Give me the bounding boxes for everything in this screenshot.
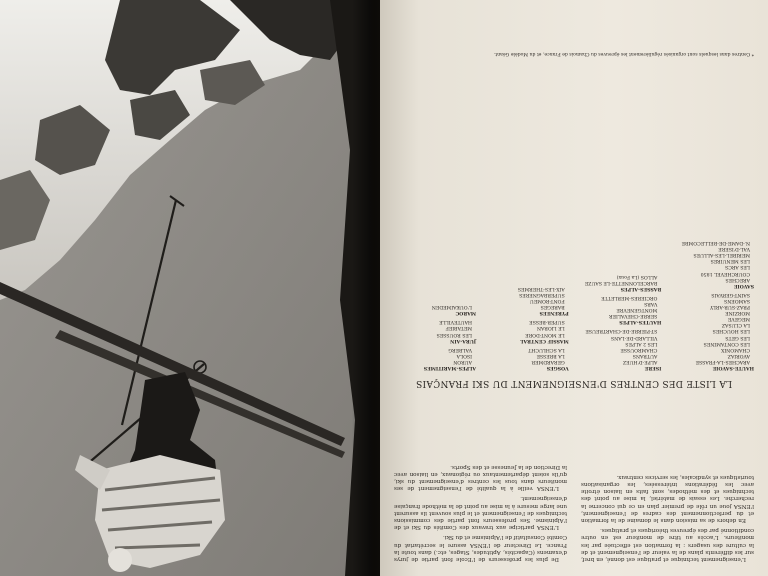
station-name: SERRE-CHEVALIER: [609, 313, 658, 319]
station-name: PRAZ-SUR-ARLY: [709, 304, 750, 310]
station-name: ISOLA: [456, 352, 473, 358]
list-title: LA LISTE DES CENTRES D'ENSEIGNEMENT DU SKI FRANÇAIS: [415, 378, 733, 388]
list-column: [670, 180, 754, 370]
station-name: VILLARD-DE-LANS: [610, 334, 658, 340]
list-column: [392, 180, 476, 370]
station-name: AVORIAZ: [727, 352, 750, 358]
station-name: VALBERG: [448, 346, 473, 352]
station-name: MEGEVE: [727, 316, 750, 322]
station-name: LES ROUSSES: [436, 331, 473, 337]
ski-jumper-photo: [0, 0, 372, 576]
station-name: VARS: [644, 301, 658, 307]
station-name: FONT-ROMEU: [529, 298, 565, 304]
station-name: ALPE-D'HUEZ: [622, 358, 658, 364]
region-heading: HAUTE-SAVOIE: [712, 365, 754, 370]
intro-paragraph: En dehors de sa mission dans le domaine de la formation et du perfectionnement des cadres de l'enseignement, l'ENSA joue un rôle de premier plan en ce qui concerne la recherche. Les essais de matériel, la mise au point des techniques et des méthodes, sont faits en liaison étroite avec les fédérations intéressées, les organisations touristiques et syndicales, les services centraux.: [581, 473, 754, 523]
station-name: SAINT-GERVAIS: [711, 291, 750, 297]
station-name: AIX-LES-THERMES: [517, 285, 565, 291]
station-name: MERIBEL-LES-ALLUES: [693, 252, 750, 258]
right-page-text: [380, 0, 768, 576]
station-name: ARACHES-LA-FRASSE: [695, 358, 750, 364]
station-name: COURCHEVEL 1850: [700, 270, 750, 276]
station-name: VAL-D'ISERE: [718, 246, 750, 252]
region-heading: VOSGES: [546, 365, 569, 370]
station-name: ALLOS (La Foux): [616, 273, 658, 279]
station-name: ARECHES: [725, 276, 750, 282]
region-heading: PYRENEES: [539, 310, 569, 316]
region-heading: SAVOIE: [733, 282, 754, 288]
station-name: LES CONTAMINES: [703, 340, 750, 346]
footnote: * Centres dans lesquels sont organisés régulièrement les épreuves du Chamois de France, et du Modèle Géant.: [493, 51, 754, 56]
intro-text: [394, 392, 754, 562]
station-name: ORCIERES-MERLETTE: [601, 294, 658, 300]
station-name: LE MONT-DORE: [525, 331, 565, 337]
station-name: L'OUKAIMEDEN: [431, 304, 473, 310]
station-name: BAREGES: [540, 304, 565, 310]
region-heading: ALPES-MARITIMES: [423, 365, 477, 370]
station-name: ST-PIERRE-DE-CHARTREUSE: [585, 328, 658, 334]
station-name: AUTRANS: [632, 352, 658, 358]
station-name: GERARDMER: [531, 358, 565, 364]
station-name: SUPER-BESSE: [529, 319, 565, 325]
station-name: LA BRESSE: [536, 352, 565, 358]
station-name: CHAMROUSSE: [620, 346, 658, 352]
station-name: SUPERBAGNERES: [519, 291, 565, 297]
station-name: AURON: [453, 358, 473, 364]
list-column: [577, 180, 661, 370]
station-name: HAUTEVILLE: [439, 319, 473, 325]
region-heading: ISERE: [644, 365, 662, 370]
intro-paragraph: L'ENSA veille à la qualité de l'enseignement de ses moniteurs dans tous les centres d'enseignement du ski, qu'ils soient départementaux ou régionaux, en liaison avec la Direction de la Jeunesse et des Sports.: [394, 463, 567, 492]
station-name: LES GETS: [725, 334, 750, 340]
intro-paragraph: De plus les professeurs de l'Ecole font partie de jurys d'examens (Capacités, Aptitudes, Stages, etc.) dans toute la France. Le Directeur de l'ENSA assure le secrétariat du Comité Consultatif de l'Alpinisme et du Ski.: [394, 534, 567, 562]
region-heading: MAROC: [455, 310, 477, 316]
intro-paragraph: L'ENSA participe aux travaux des Comités du Ski et de l'Alpinisme. Ses professeurs font partie des commissions techniques de l'enseignement et le plus souvent ils assurent une large mesure à la mise au point de la méthode française d'enseignement.: [394, 495, 567, 531]
intro-paragraph: L'enseignement technique et pratique est donné, en bref, sur les différents plans de la valeur de l'enseignement et de la culture des usagers : la formation est effectuée par les moniteurs. L'accès au titre de moniteur est en outre conditionné par des épreuves théoriques et pratiques.: [581, 527, 754, 562]
station-name: LA CLUSAZ: [721, 322, 750, 328]
region-heading: HAUTES-ALPES: [619, 319, 662, 325]
ski-centre-lists: [392, 180, 754, 370]
station-name: BARCELONNETTE-LE SAUZE: [584, 279, 658, 285]
station-name: MONTGENEVRE: [616, 307, 658, 313]
region-heading: JURA-AIN: [450, 337, 477, 343]
station-name: SAMOENS: [724, 297, 750, 303]
station-name: LA SCHLUCHT: [528, 346, 565, 352]
left-page-photo: [0, 0, 372, 576]
station-name: LES 2 ALPES: [625, 340, 658, 346]
region-heading: MASSIF CENTRAL: [520, 337, 569, 343]
region-heading: BASSES-ALPES: [620, 285, 662, 291]
upside-down-page: [380, 0, 768, 576]
station-name: LE LIORAN: [536, 325, 565, 331]
station-name: LES MENUIRES: [710, 258, 750, 264]
station-name: LES HOUCHES: [712, 328, 750, 334]
station-name: N.-DAME-DE-BELLECOMBE: [681, 240, 750, 246]
station-name: CHAMONIX: [721, 346, 750, 352]
list-column: [485, 180, 569, 370]
station-name: MORZINE: [725, 310, 750, 316]
station-name: LES ARCS: [725, 264, 750, 270]
station-name: METABIEF: [445, 325, 473, 331]
